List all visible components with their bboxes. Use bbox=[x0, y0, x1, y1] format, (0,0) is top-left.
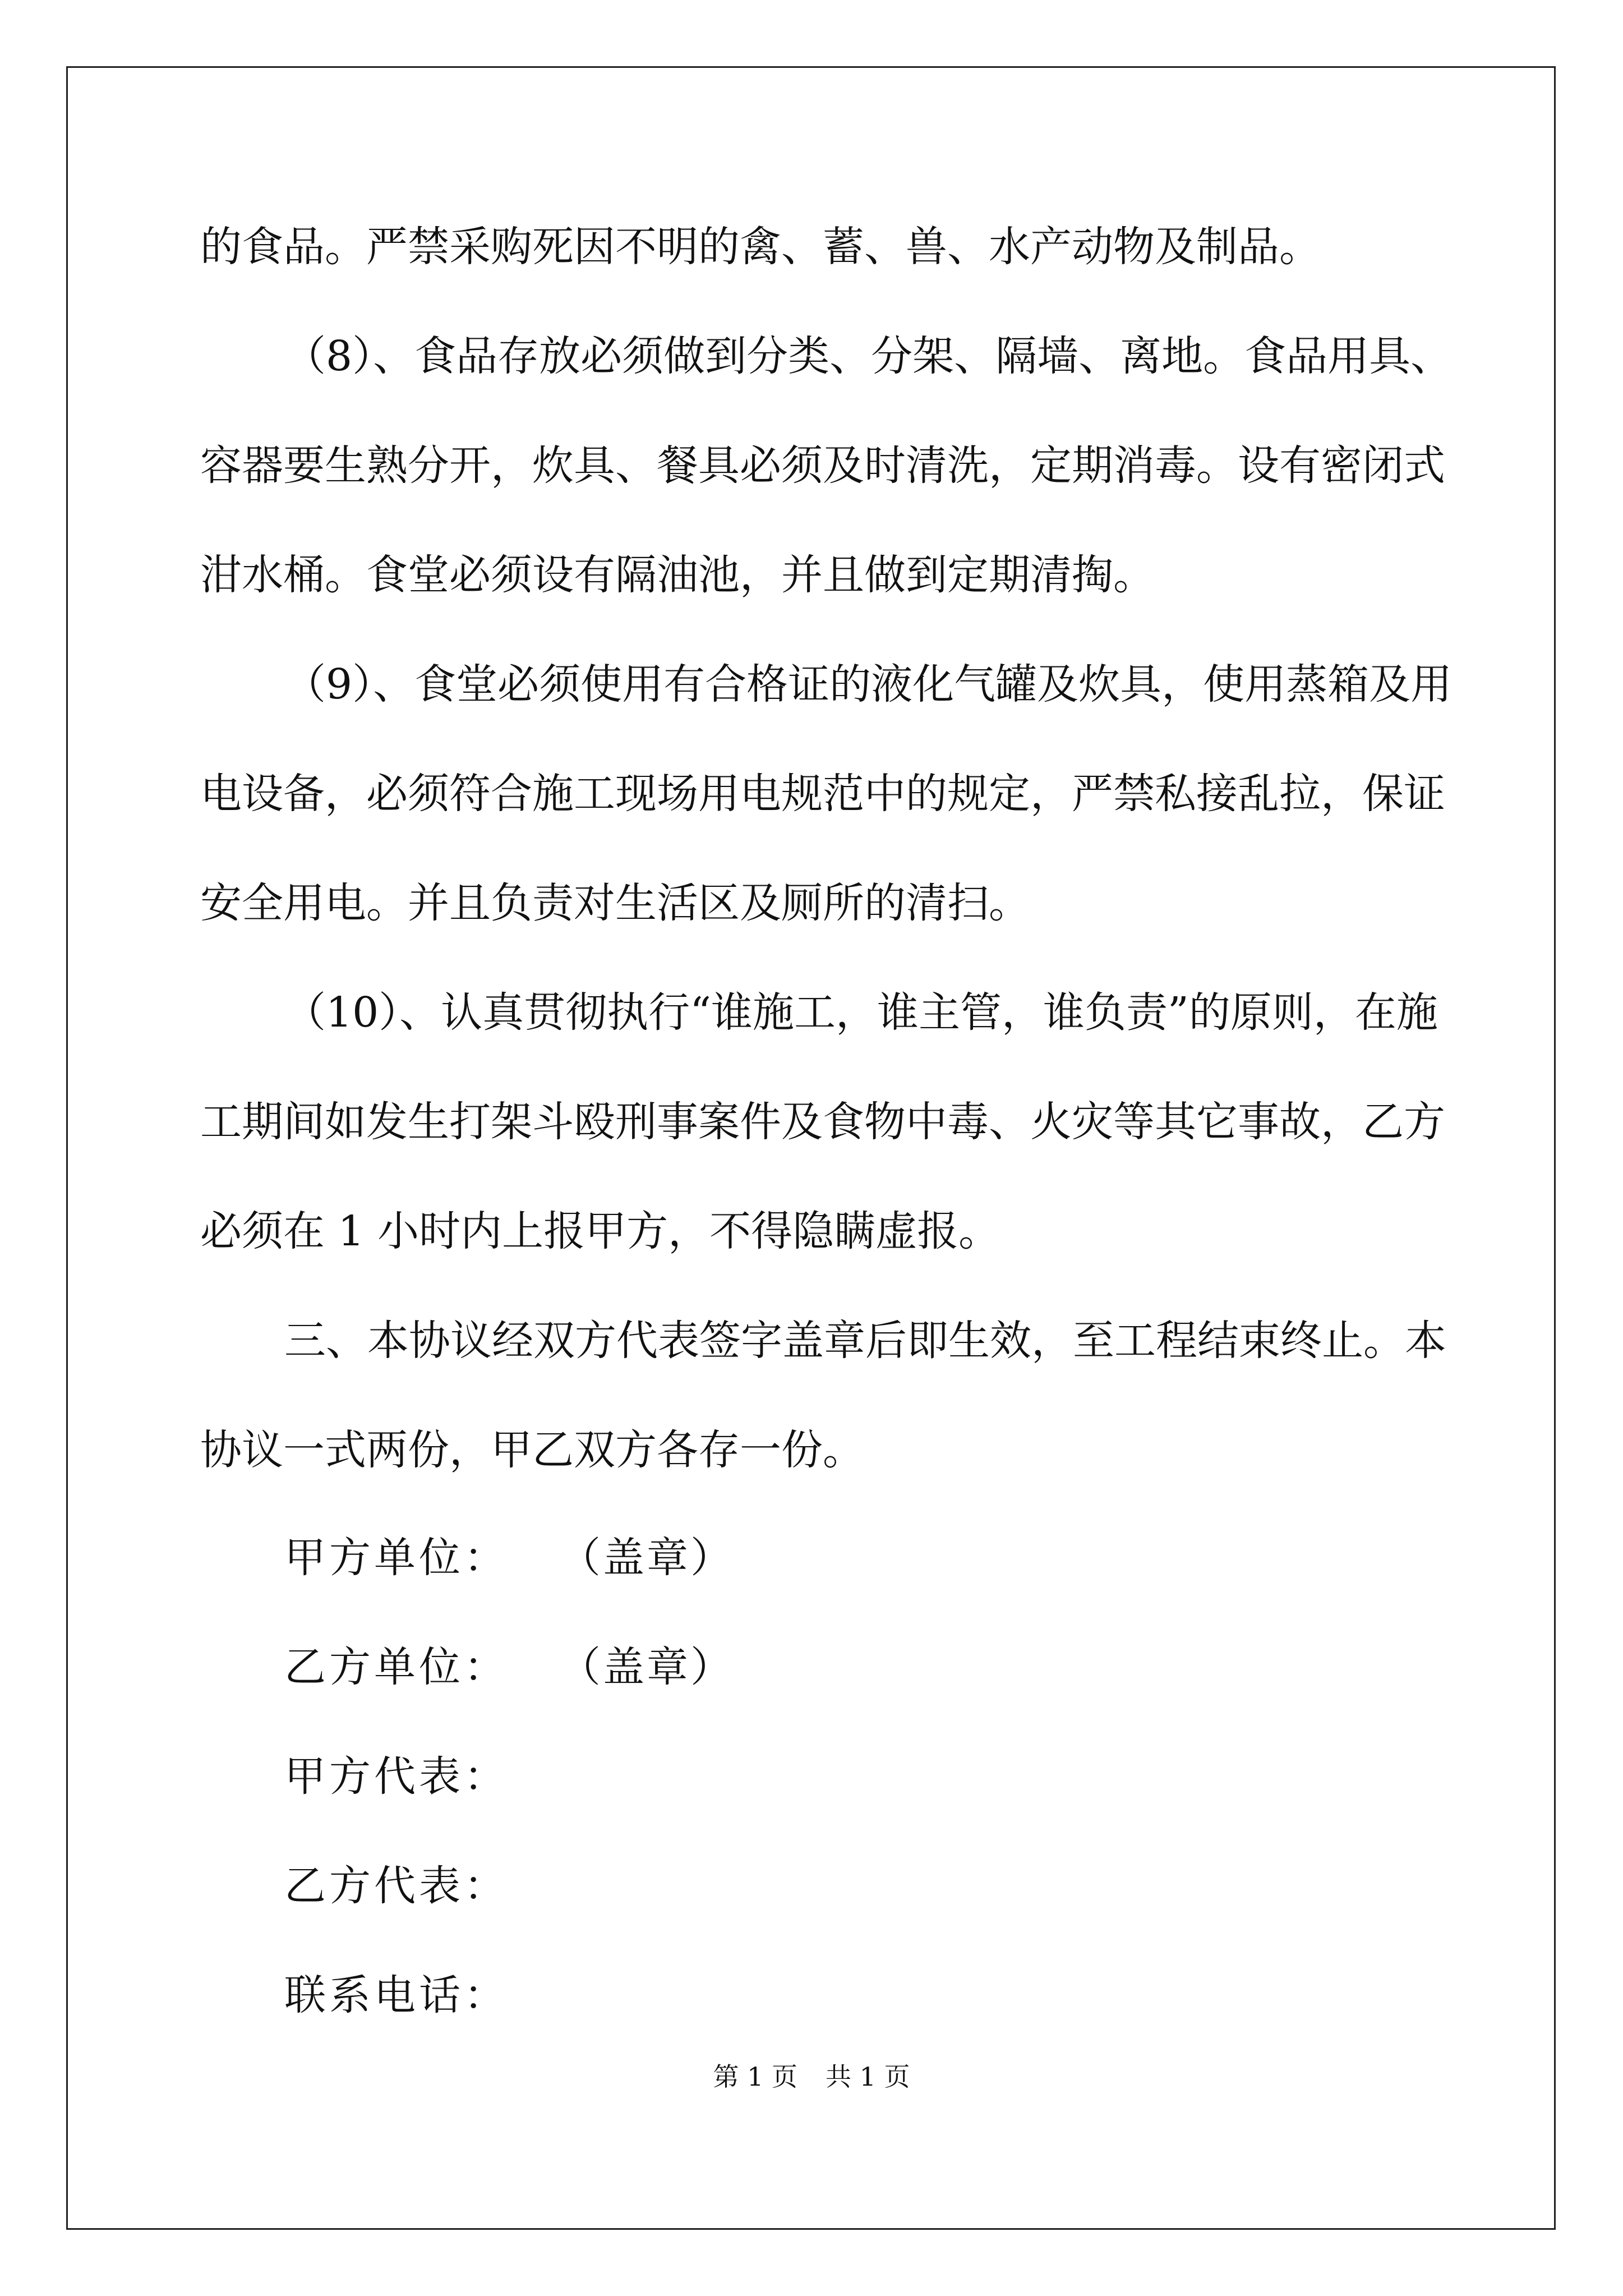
paragraph-line: 泔水桶。食堂必须设有隔油池，并且做到定期清掏。 bbox=[200, 551, 1155, 599]
signature-label: 乙方单位： bbox=[284, 1643, 509, 1691]
paragraph-line: 容器要生熟分开，炊具、餐具必须及时清洗，定期消毒。设有密闭式 bbox=[200, 441, 1445, 490]
paragraph-line: 的食品。严禁采购死因不明的禽、蓄、兽、水产动物及制品。 bbox=[200, 223, 1321, 271]
paragraph-line: 电设备，必须符合施工现场用电规范中的规定，严禁私接乱拉，保证 bbox=[200, 770, 1445, 818]
paragraph-line: （9）、食堂必须使用有合格证的液化气罐及炊具，使用蒸箱及用 bbox=[284, 660, 1453, 708]
signature-label: 联系电话： bbox=[284, 1971, 509, 2019]
stamp-placeholder: （盖章） bbox=[559, 1534, 734, 1582]
signature-party-b-unit bbox=[284, 1636, 734, 1698]
signature-party-a-unit bbox=[284, 1527, 734, 1589]
page-number: 第 1 页 bbox=[713, 2062, 797, 2092]
stamp-placeholder: （盖章） bbox=[559, 1643, 734, 1691]
signature-contact-phone bbox=[284, 1964, 509, 2026]
paragraph-line: 必须在 1 小时内上报甲方，不得隐瞒虚报。 bbox=[200, 1207, 1000, 1255]
paragraph-line: 三、本协议经双方代表签字盖章后即生效，至工程结束终止。本 bbox=[284, 1317, 1446, 1365]
paragraph-line: 工期间如发生打架斗殴刑事案件及食物中毒、火灾等其它事故，乙方 bbox=[200, 1098, 1445, 1146]
page-total: 共 1 页 bbox=[826, 2062, 910, 2092]
paragraph-line: 协议一式两份，甲乙双方各存一份。 bbox=[200, 1426, 864, 1474]
signature-label: 甲方代表： bbox=[284, 1752, 509, 1801]
paragraph-line: （10）、认真贯彻执行“谁施工，谁主管，谁负责”的原则，在施 bbox=[284, 988, 1438, 1037]
signature-label: 乙方代表： bbox=[284, 1862, 509, 1910]
paragraph-line: 安全用电。并且负责对生活区及厕所的清扫。 bbox=[200, 879, 1030, 927]
signature-label: 甲方单位： bbox=[284, 1534, 509, 1582]
signature-party-b-rep bbox=[284, 1855, 509, 1917]
page-footer bbox=[0, 2060, 1623, 2093]
signature-party-a-rep bbox=[284, 1746, 509, 1807]
paragraph-line: （8）、食品存放必须做到分类、分架、隔墙、离地。食品用具、 bbox=[284, 332, 1453, 380]
